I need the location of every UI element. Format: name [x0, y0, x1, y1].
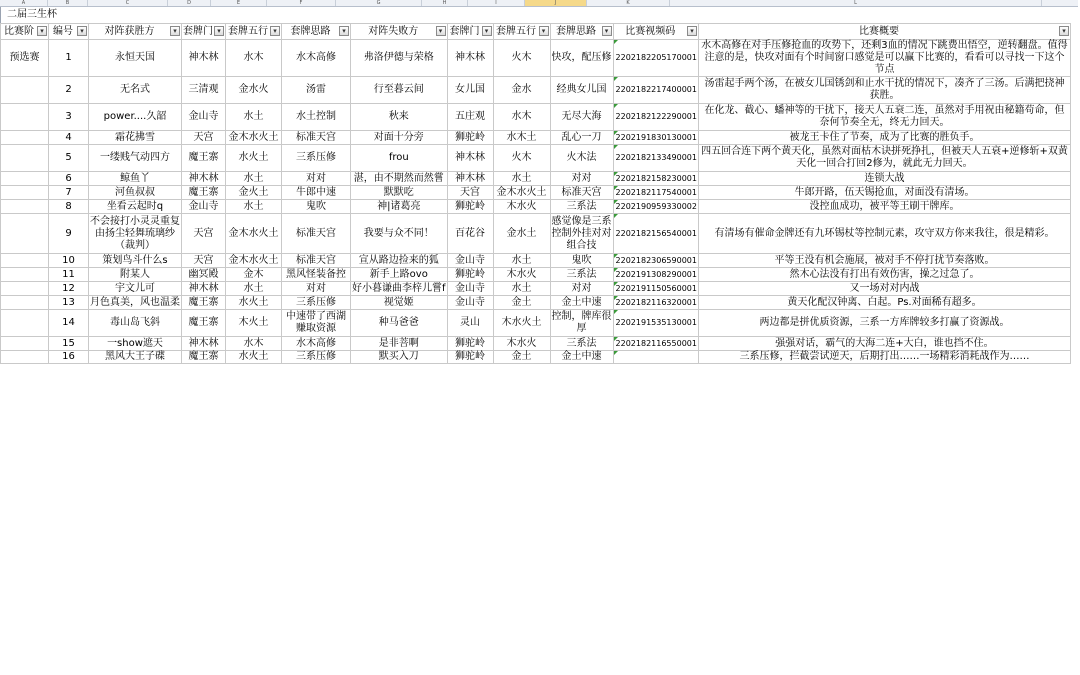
cell-loser-sect[interactable]: 狮驼岭: [447, 268, 493, 282]
cell-loser[interactable]: 神|诸葛亮: [351, 200, 448, 214]
error-indicator-icon: [614, 186, 618, 190]
cell-loser[interactable]: 行至暮云间: [351, 77, 448, 104]
table-row: [1, 214, 1071, 254]
column-letter[interactable]: I: [468, 0, 525, 6]
cell-loser-elements[interactable]: 水木: [493, 104, 550, 131]
cell-number[interactable]: 4: [49, 131, 89, 145]
cell-video-code[interactable]: 2202182116320001: [613, 296, 698, 310]
cell-loser-idea[interactable]: 标准天宫: [550, 186, 613, 200]
cell-winner-sect[interactable]: 魔王寨: [182, 296, 226, 310]
cell-loser[interactable]: 视觉姬: [351, 296, 448, 310]
filter-dropdown-icon[interactable]: ▾: [482, 26, 492, 36]
table-row: [1, 40, 1071, 77]
cell-winner-idea[interactable]: 水木高修: [282, 40, 351, 77]
cell-winner[interactable]: 无名式: [89, 77, 182, 104]
table-row: [1, 268, 1071, 282]
cell-summary[interactable]: 四五回合连下两个黄天化，虽然对面枯木诀拼死挣扎，但被天人五衰+逆修斩+双黄天化一回合打回2修为，就此无力回天。: [698, 145, 1070, 172]
cell-winner[interactable]: 毒山岛飞斜: [89, 310, 182, 337]
cell-summary[interactable]: 又一场对对内战: [698, 282, 1070, 296]
error-indicator-icon: [614, 214, 618, 218]
column-letter[interactable]: E: [211, 0, 267, 6]
cell-loser-elements[interactable]: 金木水火土: [493, 186, 550, 200]
cell-winner-elements[interactable]: 水土: [226, 172, 282, 186]
cell-video-code[interactable]: 2202182117540001: [613, 186, 698, 200]
table-row: [1, 337, 1071, 351]
cell-loser-sect[interactable]: 神木林: [447, 172, 493, 186]
cell-summary[interactable]: 强强对话，霸气的大海二连+大白，谁也挡不住。: [698, 337, 1070, 351]
cell-winner-sect[interactable]: 神木林: [182, 40, 226, 77]
cell-winner-idea[interactable]: 对对: [282, 282, 351, 296]
data-table: [0, 23, 1071, 364]
cell-winner[interactable]: 鲸鱼丫: [89, 172, 182, 186]
cell-number[interactable]: 14: [49, 310, 89, 337]
cell-video-code[interactable]: 2202182122290001: [613, 104, 698, 131]
cell-number[interactable]: 11: [49, 268, 89, 282]
cell-loser[interactable]: 新手上路ovo: [351, 268, 448, 282]
cell-winner[interactable]: 一缕贱气动四方: [89, 145, 182, 172]
cell-winner-elements[interactable]: 水火土: [226, 145, 282, 172]
cell-loser-idea[interactable]: 鬼吹: [550, 254, 613, 268]
cell-loser[interactable]: 默默吃: [351, 186, 448, 200]
error-indicator-icon: [614, 268, 618, 272]
cell-winner-idea[interactable]: 黑风怪装备控: [282, 268, 351, 282]
cell-summary[interactable]: 汤雷起手两个汤，在被女儿国锈剑和止水干扰的情况下，凑齐了三汤。后满把挠神获胜。: [698, 77, 1070, 104]
cell-winner-sect[interactable]: 魔王寨: [182, 351, 226, 364]
error-indicator-icon: [614, 296, 618, 300]
cell-summary[interactable]: 黄天化配汉钟离、白起。Ps.对面稀有超多。: [698, 296, 1070, 310]
cell-number[interactable]: 2: [49, 77, 89, 104]
cell-loser-idea[interactable]: 三系法: [550, 200, 613, 214]
header-stage[interactable]: 比赛阶 ▾: [1, 24, 49, 40]
cell-number[interactable]: 8: [49, 200, 89, 214]
cell-summary[interactable]: 平等王没有机会施展，被对手不停打扰节奏落败。: [698, 254, 1070, 268]
cell-winner-sect[interactable]: 魔王寨: [182, 310, 226, 337]
cell-loser-sect[interactable]: 狮驼岭: [447, 351, 493, 364]
cell-summary[interactable]: 牛郎开路，伍天锡抢血，对面没有清场。: [698, 186, 1070, 200]
table-row: [1, 200, 1071, 214]
cell-winner[interactable]: power....久韶: [89, 104, 182, 131]
cell-loser-idea[interactable]: 金土中速: [550, 296, 613, 310]
cell-loser[interactable]: frou: [351, 145, 448, 172]
cell-loser-elements[interactable]: 木水火: [493, 268, 550, 282]
filter-dropdown-icon[interactable]: ▾: [339, 26, 349, 36]
column-letter[interactable]: A: [0, 0, 48, 6]
filter-dropdown-icon[interactable]: ▾: [214, 26, 224, 36]
header-loser[interactable]: 对阵失败方 ▾: [351, 24, 448, 40]
cell-summary[interactable]: 三系压修，拦截尝试逆天，后期打出……一场精彩消耗战作为……: [698, 351, 1070, 364]
cell-stage[interactable]: [1, 351, 49, 364]
table-row: [1, 131, 1071, 145]
cell-loser-elements[interactable]: 水木土: [493, 131, 550, 145]
cell-winner-elements[interactable]: 水木: [226, 40, 282, 77]
cell-loser[interactable]: 我要与众不同！: [351, 214, 448, 254]
column-letter[interactable]: G: [336, 0, 422, 6]
cell-winner-sect[interactable]: 魔王寨: [182, 186, 226, 200]
cell-summary[interactable]: 两边都是拼优质资源，三系一方库牌较多打赢了资源战。: [698, 310, 1070, 337]
cell-loser-elements[interactable]: 水土: [493, 254, 550, 268]
cell-winner-elements[interactable]: 木火土: [226, 310, 282, 337]
cell-winner-idea[interactable]: 三系压修: [282, 145, 351, 172]
cell-winner-elements[interactable]: 水土: [226, 200, 282, 214]
cell-video-code[interactable]: 2202191150560001: [613, 282, 698, 296]
cell-winner-elements[interactable]: 金木水火土: [226, 131, 282, 145]
cell-loser-idea[interactable]: 感觉像是三系控制外挂对对组合技: [550, 214, 613, 254]
cell-winner-sect[interactable]: 金山寺: [182, 104, 226, 131]
header-video-code[interactable]: 比赛视频码 ▾: [613, 24, 698, 40]
cell-stage[interactable]: [1, 268, 49, 282]
cell-loser[interactable]: 默买入刀: [351, 351, 448, 364]
cell-winner-idea[interactable]: 对对: [282, 172, 351, 186]
cell-loser[interactable]: 弗洛伊德与荣格: [351, 40, 448, 77]
error-indicator-icon: [614, 310, 618, 314]
cell-stage[interactable]: [1, 200, 49, 214]
cell-number[interactable]: 10: [49, 254, 89, 268]
cell-summary[interactable]: 水木高修在对手压修抢血的攻势下，还剩3血的情况下跳费出悟空，逆转翻盘。值得注意的是，快攻对面有个时间窗口感觉是可以赢下比赛的，看看可以寻找一下这个节点: [698, 40, 1070, 77]
cell-winner[interactable]: 永恒天国: [89, 40, 182, 77]
table-row: [1, 351, 1071, 364]
column-header-strip: [0, 0, 1078, 7]
cell-stage[interactable]: [1, 104, 49, 131]
cell-video-code[interactable]: 2202191535130001: [613, 310, 698, 337]
cell-loser-idea[interactable]: 三系法: [550, 268, 613, 282]
cell-loser-idea[interactable]: 对对: [550, 282, 613, 296]
cell-number[interactable]: 1: [49, 40, 89, 77]
header-winner-idea[interactable]: 套牌思路 ▾: [282, 24, 351, 40]
cell-video-code[interactable]: 2202190959330002: [613, 200, 698, 214]
header-row: [1, 24, 1071, 40]
cell-loser[interactable]: 是非菩啊: [351, 337, 448, 351]
cell-winner[interactable]: 河鱼叔叔: [89, 186, 182, 200]
table-row: [1, 104, 1071, 131]
cell-winner-sect[interactable]: 天宫: [182, 214, 226, 254]
cell-video-code[interactable]: 2202182217400001: [613, 77, 698, 104]
column-letter[interactable]: J: [525, 0, 587, 6]
cell-winner-idea[interactable]: 标准天宫: [282, 131, 351, 145]
cell-loser-sect[interactable]: 五庄观: [447, 104, 493, 131]
cell-loser-idea[interactable]: 三系法: [550, 337, 613, 351]
error-indicator-icon: [614, 104, 618, 108]
cell-loser-elements[interactable]: 火木: [493, 145, 550, 172]
cell-winner-sect[interactable]: 神木林: [182, 282, 226, 296]
table-row: [1, 172, 1071, 186]
header-winner-elements[interactable]: 套牌五行 ▾: [226, 24, 282, 40]
cell-summary[interactable]: 然木心法没有打出有效伤害，操之过急了。: [698, 268, 1070, 282]
table-row: [1, 254, 1071, 268]
cell-winner-sect[interactable]: 魔王寨: [182, 145, 226, 172]
cell-number[interactable]: 5: [49, 145, 89, 172]
cell-winner-elements[interactable]: 金木: [226, 268, 282, 282]
error-indicator-icon: [614, 337, 618, 341]
filter-dropdown-icon[interactable]: ▾: [170, 26, 180, 36]
cell-stage[interactable]: [1, 77, 49, 104]
cell-winner-elements[interactable]: 金水火: [226, 77, 282, 104]
cell-loser-elements[interactable]: 金土: [493, 296, 550, 310]
cell-loser-sect[interactable]: 女儿国: [447, 77, 493, 104]
cell-number[interactable]: 6: [49, 172, 89, 186]
cell-winner[interactable]: 霜花拂雪: [89, 131, 182, 145]
cell-loser-sect[interactable]: 狮驼岭: [447, 131, 493, 145]
column-letter[interactable]: D: [168, 0, 211, 6]
filter-dropdown-icon[interactable]: ▾: [37, 26, 47, 36]
cell-loser-elements[interactable]: 木水火: [493, 200, 550, 214]
cell-loser-elements[interactable]: 木水火: [493, 337, 550, 351]
cell-winner[interactable]: 不会接打小灵灵重复由扬尘轻舞琉璃纱（裁判）: [89, 214, 182, 254]
cell-winner[interactable]: 附某人: [89, 268, 182, 282]
cell-loser-sect[interactable]: 金山寺: [447, 254, 493, 268]
header-winner[interactable]: 对阵获胜方 ▾: [89, 24, 182, 40]
cell-loser-sect[interactable]: 狮驼岭: [447, 200, 493, 214]
cell-stage[interactable]: [1, 337, 49, 351]
cell-loser-idea[interactable]: 快攻，配压修: [550, 40, 613, 77]
error-indicator-icon: [614, 172, 618, 176]
error-indicator-icon: [614, 351, 618, 355]
sheet-title[interactable]: 二届三生杯: [7, 9, 57, 20]
filter-dropdown-icon[interactable]: ▾: [602, 26, 612, 36]
cell-number[interactable]: 9: [49, 214, 89, 254]
error-indicator-icon: [614, 131, 618, 135]
cell-loser-sect[interactable]: 灵山: [447, 310, 493, 337]
header-summary[interactable]: 比赛概要 ▾: [698, 24, 1070, 40]
cell-winner-sect[interactable]: 天宫: [182, 254, 226, 268]
cell-winner-sect[interactable]: 天宫: [182, 131, 226, 145]
cell-number[interactable]: 13: [49, 296, 89, 310]
cell-loser-idea[interactable]: 无尽大海: [550, 104, 613, 131]
cell-loser-idea[interactable]: 乱心一刀: [550, 131, 613, 145]
cell-winner-sect[interactable]: 神木林: [182, 172, 226, 186]
error-indicator-icon: [614, 200, 618, 204]
cell-loser-sect[interactable]: 神木林: [447, 145, 493, 172]
error-indicator-icon: [614, 282, 618, 286]
cell-loser[interactable]: 湛，由不期然而然嘗: [351, 172, 448, 186]
table-row: [1, 310, 1071, 337]
cell-number[interactable]: 7: [49, 186, 89, 200]
cell-winner[interactable]: 策划鸟斗什么s: [89, 254, 182, 268]
cell-number[interactable]: 15: [49, 337, 89, 351]
cell-loser[interactable]: 秋来: [351, 104, 448, 131]
cell-video-code[interactable]: 2202182306590001: [613, 254, 698, 268]
cell-stage[interactable]: [1, 310, 49, 337]
cell-winner-idea[interactable]: 三系压修: [282, 351, 351, 364]
table-row: [1, 282, 1071, 296]
column-letter[interactable]: F: [267, 0, 336, 6]
cell-loser-sect[interactable]: 神木林: [447, 40, 493, 77]
cell-loser[interactable]: 种马爸爸: [351, 310, 448, 337]
error-indicator-icon: [614, 254, 618, 258]
cell-loser[interactable]: 好小暮谦曲李梓儿嘗f: [352, 282, 446, 294]
header-loser-idea[interactable]: 套牌思路 ▾: [550, 24, 613, 40]
error-indicator-icon: [614, 145, 618, 149]
filter-dropdown-icon[interactable]: ▾: [687, 26, 697, 36]
cell-winner-idea[interactable]: 鬼吹: [282, 200, 351, 214]
cell-winner[interactable]: 月色真美，风也温柔: [90, 296, 180, 308]
cell-loser-sect[interactable]: 百花谷: [447, 214, 493, 254]
error-indicator-icon: [614, 77, 618, 81]
cell-video-code[interactable]: 2202182133490001: [613, 145, 698, 172]
cell-winner-idea[interactable]: 水土控制: [282, 104, 351, 131]
filter-dropdown-icon[interactable]: ▾: [436, 26, 446, 36]
cell-winner-idea[interactable]: 汤雷: [282, 77, 351, 104]
cell-loser-elements[interactable]: 火木: [493, 40, 550, 77]
cell-loser-idea[interactable]: 火木法: [550, 145, 613, 172]
cell-stage[interactable]: [1, 214, 49, 254]
cell-winner-idea[interactable]: 标准天宫: [282, 254, 351, 268]
cell-stage[interactable]: [1, 145, 49, 172]
cell-winner-elements[interactable]: 水木: [226, 337, 282, 351]
cell-loser-sect[interactable]: 金山寺: [447, 296, 493, 310]
cell-winner[interactable]: 宇文儿可: [89, 282, 182, 296]
column-letter[interactable]: B: [48, 0, 88, 6]
cell-winner-sect[interactable]: 金山寺: [182, 200, 226, 214]
filter-dropdown-icon[interactable]: ▾: [1059, 26, 1069, 36]
cell-stage[interactable]: [1, 131, 49, 145]
cell-winner-elements[interactable]: 水土: [226, 104, 282, 131]
cell-loser-elements[interactable]: 金水: [493, 77, 550, 104]
header-loser-elements[interactable]: 套牌五行 ▾: [493, 24, 550, 40]
cell-summary[interactable]: 有清场有催命金牌还有九环锡杖等控制元素，攻守双方你来我往，很是精彩。: [698, 214, 1070, 254]
filter-dropdown-icon[interactable]: ▾: [77, 26, 87, 36]
cell-video-code[interactable]: 2202191830130001: [613, 131, 698, 145]
cell-loser-elements[interactable]: 水土: [493, 282, 550, 296]
cell-summary[interactable]: 被龙王卡住了节奏，成为了比赛的胜负手。: [698, 131, 1070, 145]
cell-loser-elements[interactable]: 金土: [493, 351, 550, 364]
column-letter[interactable]: C: [88, 0, 168, 6]
cell-stage[interactable]: [1, 282, 49, 296]
cell-winner[interactable]: 坐看云起时q: [89, 200, 182, 214]
cell-summary[interactable]: 在化龙、截心、蟠神等的干扰下，接天人五衰二连，虽然对手用祝由秘籍苟命，但奈何节奏全无，终无力回天。: [698, 104, 1070, 131]
cell-winner-elements[interactable]: 水土: [226, 282, 282, 296]
cell-loser-sect[interactable]: 狮驼岭: [447, 337, 493, 351]
cell-winner-elements[interactable]: 金火土: [226, 186, 282, 200]
cell-loser-idea[interactable]: 金土中速: [550, 351, 613, 364]
cell-loser-idea[interactable]: 控制，牌库很厚: [550, 310, 613, 337]
cell-stage[interactable]: [1, 172, 49, 186]
table-row: [1, 296, 1071, 310]
column-letter[interactable]: H: [422, 0, 468, 6]
cell-winner-idea[interactable]: 标准天宫: [282, 214, 351, 254]
cell-video-code[interactable]: 2202182158230001: [613, 172, 698, 186]
cell-winner-elements[interactable]: 水火土: [226, 296, 282, 310]
table-row: [1, 77, 1071, 104]
column-letter[interactable]: L: [670, 0, 1042, 6]
cell-number[interactable]: 12: [49, 282, 89, 296]
cell-winner-sect[interactable]: 神木林: [182, 337, 226, 351]
header-number[interactable]: 编号 ▾: [49, 24, 89, 40]
cell-winner-elements[interactable]: 水火土: [226, 351, 282, 364]
cell-loser-idea[interactable]: 对对: [550, 172, 613, 186]
cell-video-code[interactable]: 2202182205170001: [613, 40, 698, 77]
cell-loser-elements[interactable]: 木水火土: [493, 310, 550, 337]
cell-winner-idea[interactable]: 水木高修: [282, 337, 351, 351]
cell-winner-idea[interactable]: 三系压修: [282, 296, 351, 310]
cell-loser-elements[interactable]: 金水土: [493, 214, 550, 254]
cell-stage[interactable]: [1, 296, 49, 310]
cell-winner[interactable]: 黑风大王子碟: [89, 351, 182, 364]
cell-number[interactable]: 16: [49, 351, 89, 364]
cell-winner-elements[interactable]: 金木水火土: [226, 214, 282, 254]
cell-stage[interactable]: 预选赛: [1, 40, 49, 77]
cell-winner[interactable]: 一show遮天: [89, 337, 182, 351]
column-letter[interactable]: K: [587, 0, 670, 6]
cell-loser-elements[interactable]: 水土: [493, 172, 550, 186]
cell-winner-idea[interactable]: 中速带了西湖赚取资源: [282, 310, 351, 337]
cell-stage[interactable]: [1, 254, 49, 268]
header-winner-sect[interactable]: 套牌门 ▾: [182, 24, 226, 40]
filter-dropdown-icon[interactable]: ▾: [539, 26, 549, 36]
cell-stage[interactable]: [1, 186, 49, 200]
cell-loser-sect[interactable]: 天宫: [447, 186, 493, 200]
cell-winner-sect[interactable]: 幽冥殿: [182, 268, 226, 282]
cell-summary[interactable]: 没控血成功，被平等王刷干牌库。: [698, 200, 1070, 214]
cell-loser[interactable]: 对面十分旁: [351, 131, 448, 145]
header-loser-sect[interactable]: 套牌门 ▾: [447, 24, 493, 40]
table-row: [1, 186, 1071, 200]
cell-summary[interactable]: 连锁大战: [698, 172, 1070, 186]
cell-video-code[interactable]: 2202191308290001: [613, 268, 698, 282]
cell-winner-idea[interactable]: 牛郎中速: [282, 186, 351, 200]
cell-video-code[interactable]: 2202182116550001: [613, 337, 698, 351]
filter-dropdown-icon[interactable]: ▾: [270, 26, 280, 36]
cell-loser[interactable]: 宣从路边捡来的狐: [351, 254, 448, 268]
table-row: [1, 145, 1071, 172]
cell-video-code[interactable]: [613, 351, 698, 364]
cell-number[interactable]: 3: [49, 104, 89, 131]
cell-winner-sect[interactable]: 三清观: [182, 77, 226, 104]
cell-winner-elements[interactable]: 金木水火土: [226, 254, 282, 268]
cell-loser-idea[interactable]: 经典女儿国: [550, 77, 613, 104]
error-indicator-icon: [614, 40, 618, 44]
cell-loser-sect[interactable]: 金山寺: [447, 282, 493, 296]
cell-video-code[interactable]: 2202182156540001: [613, 214, 698, 254]
